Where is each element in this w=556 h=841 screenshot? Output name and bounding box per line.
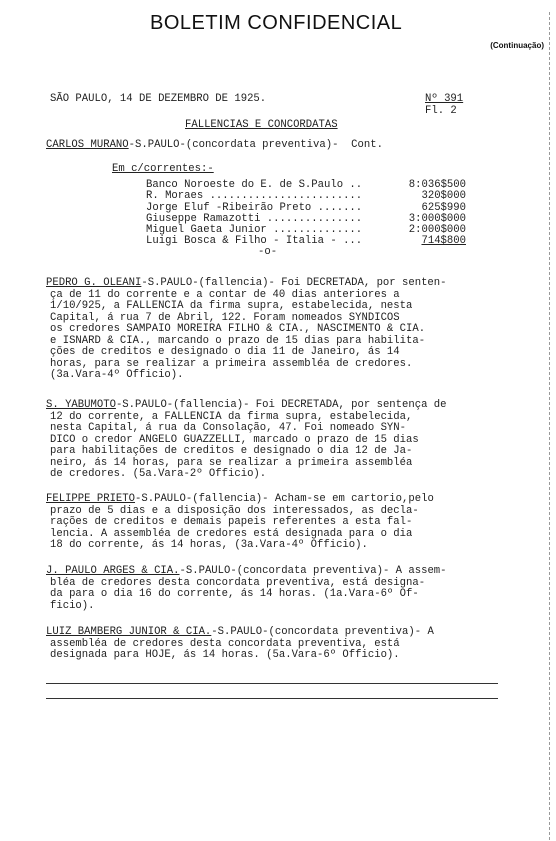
entry-line: rações de creditos e demais papeis referentes a esta fal- (50, 516, 413, 528)
account-amount: 714$800 (421, 235, 466, 248)
section-separator: -o- (258, 246, 278, 258)
entry-line: designada para HOJE, ás 14 horas. (5a.Vara-6º Officio). (50, 649, 400, 661)
notice-entry (46, 278, 484, 382)
account-name: Miguel Gaeta Junior .............. (146, 224, 363, 237)
account-name: Luigi Bosca & Filho - Italia - ... (146, 235, 363, 248)
account-name: Giuseppe Ramazotti ............... (146, 212, 363, 225)
entry-line: -S.PAULO-(concordata preventiva)- A assem- (179, 565, 447, 577)
entry-line: DICO o credor ANGELO GUAZZELLI, marcado o prazo de 15 dias (50, 433, 419, 446)
entry-line: 12 do corrente, a FALLENCIA da firma supra, estabelecida, (50, 410, 413, 423)
entry-name: FELIPPE PRIETO (46, 493, 136, 505)
notice-entry (46, 494, 484, 552)
entry-line: bléa de credores desta concordata preventiva, está designa- (50, 576, 426, 589)
entry-line: ça de 11 do corrente e a contar de 40 dias anteriores a (50, 288, 400, 301)
continued-entry-detail: -S.PAULO-(concordata preventiva)- Cont. (128, 139, 383, 151)
entry-line: -S.PAULO-(fallencia)- Acham-se em cartorio,pelo (135, 493, 434, 505)
sheet-number: Fl. 2 (425, 105, 457, 117)
account-row (146, 236, 466, 247)
continued-entry-name: CARLOS MURANO (46, 139, 129, 151)
account-row (146, 191, 466, 202)
account-amount: 2:000$000 (408, 224, 466, 237)
entry-line: 18 do corrente, ás 14 horas, (3a.Vara-4º Officio). (50, 539, 368, 551)
bulletin-title: BOLETIM CONFIDENCIAL (150, 12, 403, 34)
entry-name: J. PAULO ARGES & CIA. (46, 565, 180, 577)
account-amount: 8:036$500 (408, 179, 466, 191)
entry-line: ficio). (50, 599, 95, 612)
entry-line: Capital, á rua 7 de Abril, 122. Foram nomeados SYNDICOS (50, 311, 400, 324)
section-heading: FALLENCIAS E CONCORDATAS (185, 119, 338, 131)
account-name: Banco Noroeste do E. de S.Paulo .. (146, 179, 363, 191)
account-name: Jorge Eluf -Ribeirão Preto ....... (146, 201, 363, 214)
account-amount: 625$990 (421, 201, 466, 214)
account-amount: 3:000$000 (408, 212, 466, 225)
notice-entry (46, 400, 484, 481)
account-amount: 320$000 (421, 190, 466, 203)
entry-line: ções de creditos e designado o dia 11 de Janeiro, ás 14 (50, 346, 400, 358)
entry-name: PEDRO G. OLEANI (46, 277, 142, 289)
entry-line: lencia. A assembléa de credores está designada para o dia (50, 527, 413, 540)
page-margin-line (549, 12, 550, 840)
account-name: R. Moraes ........................ (146, 190, 363, 203)
entry-line: -S.PAULO-(fallencia)- Foi DECRETADA, por sentença de (115, 399, 447, 411)
entry-line: 1/10/925, a FALLENCIA da firma supra, estabelecida, nesta (50, 300, 413, 312)
entry-line: neiro, ás 14 horas, para se realizar a primeira assembléa (50, 456, 413, 469)
notice-entry (46, 627, 484, 662)
accounts-heading: Em c/correntes:- (112, 163, 214, 175)
date-line: SÃO PAULO, 14 DE DEZEMBRO DE 1925. (50, 93, 267, 105)
entry-line: -S.PAULO-(fallencia)- Foi DECRETADA, por senten- (141, 277, 447, 289)
entry-line: horas, para se realizar a primeira assembléa de credores. (50, 357, 413, 370)
entry-name: LUIZ BAMBERG JUNIOR & CIA. (46, 626, 212, 638)
entry-line: e ISNARD & CIA., marcando o prazo de 15 dias para habilita- (50, 334, 426, 347)
accounts-list (146, 180, 466, 248)
entry-line: os credores SAMPAIO MOREIRA FILHO & CIA., NASCIMENTO & CIA. (50, 323, 426, 335)
entry-line: prazo de 5 dias e a disposição dos interessados, as decla- (50, 504, 419, 517)
entry-line: da para o dia 16 do corrente, ás 14 horas. (1a.Vara-6º Of- (50, 588, 419, 600)
continued-entry-line (46, 140, 383, 151)
entry-line: assembléa de credores desta concordata preventiva, está (50, 637, 400, 650)
notice-entry (46, 566, 484, 612)
entry-line: para habilitações de creditos e designado o dia 12 de Ja- (50, 445, 413, 457)
continuation-label: (Continuação) (490, 41, 544, 50)
closing-rule (46, 698, 498, 699)
entry-line: (3a.Vara-4º Officio). (50, 369, 184, 381)
entry-line: nesta Capital, á rua da Consolação, 47. Foi nomeado SYN- (50, 422, 407, 434)
bulletin-number: Nº 391 (425, 93, 464, 105)
entry-line: -S.PAULO-(concordata preventiva)- A (211, 626, 434, 638)
entry-line: de credores. (5a.Vara-2º Officio). (50, 468, 267, 480)
entry-name: S. YABUMOTO (46, 399, 116, 411)
closing-rule (46, 683, 498, 684)
